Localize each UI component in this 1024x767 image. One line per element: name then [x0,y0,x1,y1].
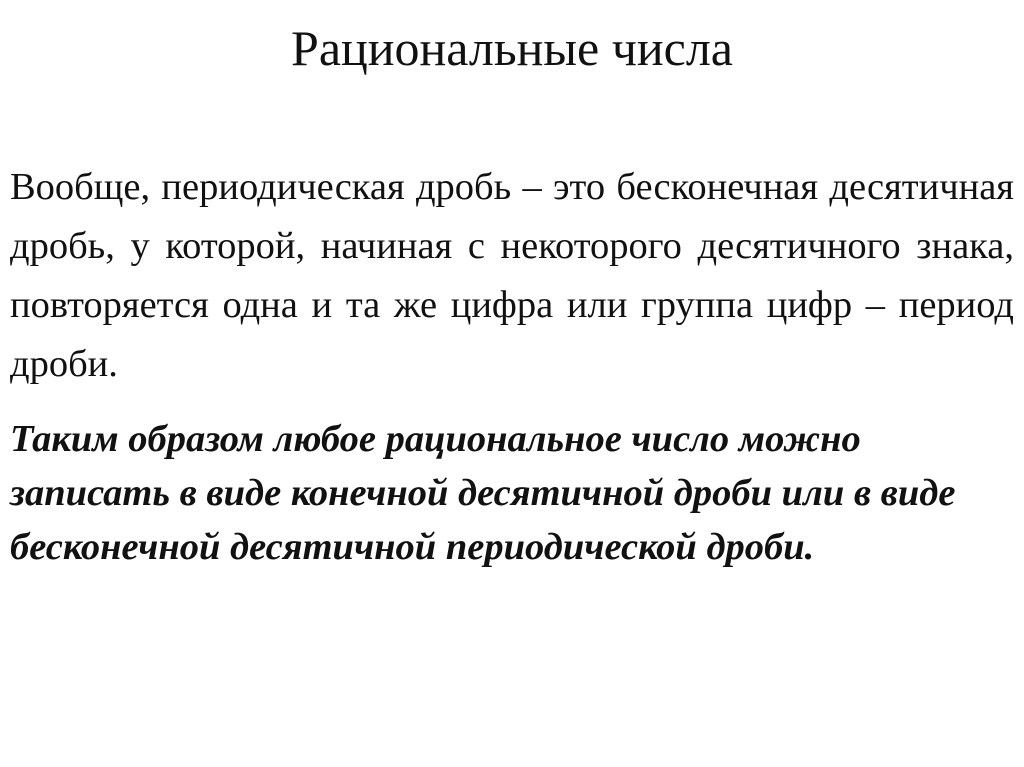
slide-title: Рациональные числа [291,20,733,76]
definition-paragraph: Вообще, периодическая дробь – это бесконечная десятичная дробь, у которой, начиная с некоторого десятичного знака, повторяется одна и та же цифра или группа цифр – период дроби. [10,166,1014,385]
conclusion-paragraph: Таким образом любое рациональное число можно записать в виде конечной десятичной дроби или в виде бесконечной десятичной периодической дроби. [10,418,956,568]
